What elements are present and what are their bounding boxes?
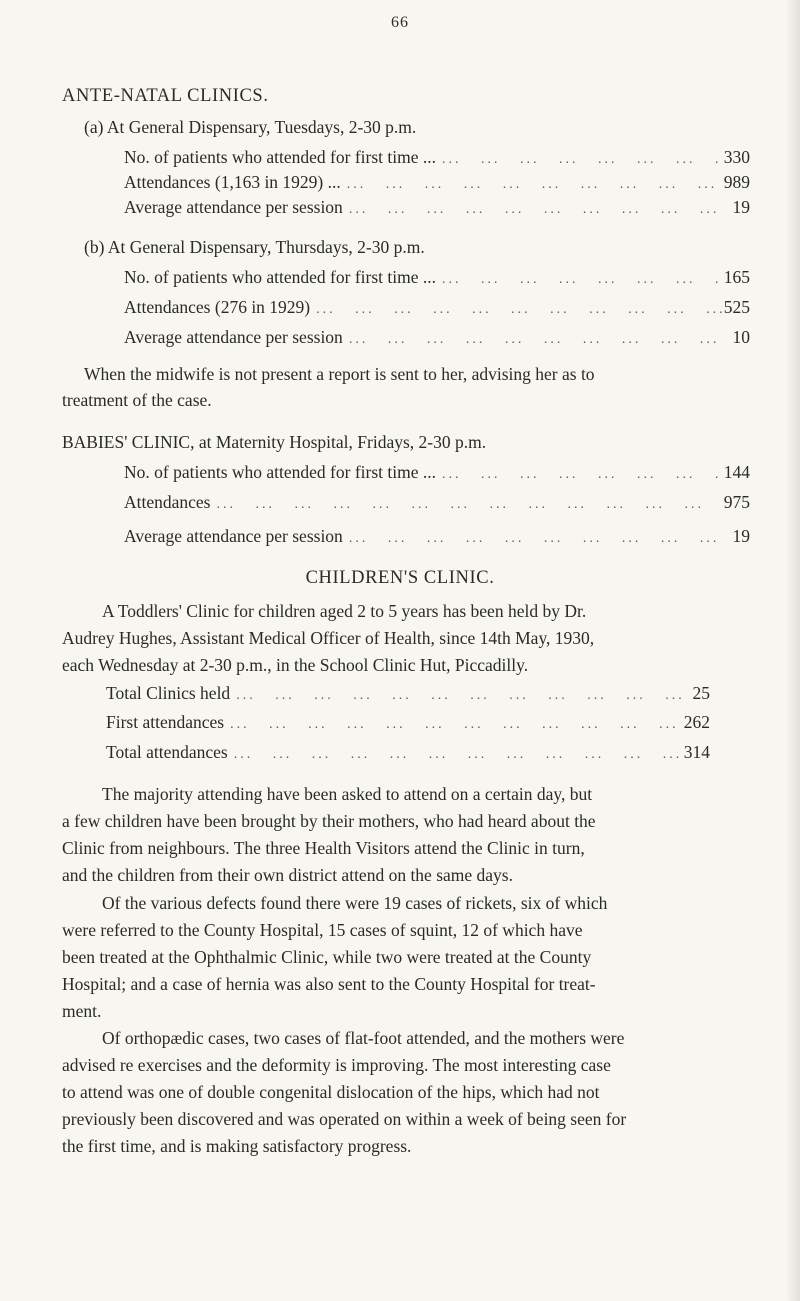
babies-clinic-heading: BABIES' CLINIC, at Maternity Hospital, Fridays, 2-30 p.m. [62, 432, 487, 452]
leader-dots [230, 688, 682, 704]
paragraph-line: each Wednesday at 2-30 p.m., in the School Clinic Hut, Piccadilly. [62, 655, 529, 675]
leader-dots [343, 531, 722, 547]
row-value: 314 [683, 742, 710, 762]
paragraph-line: to attend was one of double congenital dislocation of the hips, which had not [62, 1082, 600, 1102]
orthopaedic-paragraph [62, 1025, 752, 1160]
babies-row [124, 462, 750, 483]
antenatal-section-a-heading: (a) At General Dispensary, Tuesdays, 2-30 p.m. [84, 117, 417, 137]
row-value: 525 [723, 297, 750, 317]
paragraph-line: advised re exercises and the deformity is improving. The most interesting case [62, 1055, 611, 1075]
leader-dots [343, 202, 722, 218]
babies-row [124, 526, 750, 547]
row-label: No. of patients who attended for first time ... [124, 267, 437, 287]
antenatal-a-row [124, 147, 750, 168]
row-value: 330 [723, 147, 750, 167]
line-text: The majority attending have been asked to attend on a certain day, but [102, 784, 593, 804]
line-text: Of the various defects found there were 19 cases of rickets, six of which [102, 893, 608, 913]
paragraph-line [62, 890, 752, 917]
leader-dots [436, 272, 722, 288]
paragraph-line [62, 598, 752, 625]
leader-dots [224, 717, 682, 733]
row-label: First attendances [106, 712, 225, 732]
babies-row [124, 492, 750, 513]
paragraph-line: were referred to the County Hospital, 15 cases of squint, 12 of which have [62, 920, 583, 940]
row-label: Attendances [124, 492, 211, 512]
leader-dots [211, 497, 723, 513]
row-label: No. of patients who attended for first time ... [124, 462, 437, 482]
line-text: A Toddlers' Clinic for children aged 2 to 5 years has been held by Dr. [102, 601, 587, 621]
childrens-clinic-title: CHILDREN'S CLINIC. [305, 568, 495, 588]
row-label: Average attendance per session [124, 526, 343, 546]
midwife-note-line: When the midwife is not present a report is sent to her, advising her as to [84, 364, 595, 384]
leader-dots [341, 177, 722, 193]
paragraph-line: been treated at the Ophthalmic Clinic, while two were treated at the County [62, 947, 592, 967]
paragraph-line [62, 1025, 752, 1052]
paragraph-line: a few children have been brought by their mothers, who had heard about the [62, 811, 596, 831]
row-label: Total Clinics held [106, 683, 231, 703]
paragraph-line: and the children from their own district attend on the same days. [62, 865, 513, 885]
defects-paragraph [62, 890, 752, 1025]
paragraph-line: the first time, and is making satisfactory progress. [62, 1136, 412, 1156]
row-label: Average attendance per session [124, 197, 343, 217]
row-label: Average attendance per session [124, 327, 343, 347]
leader-dots [436, 467, 722, 483]
leader-dots [436, 152, 722, 168]
leader-dots [228, 747, 682, 763]
paragraph-line: Hospital; and a case of hernia was also sent to the County Hospital for treat- [62, 974, 596, 994]
antenatal-a-row [124, 172, 750, 193]
row-label: Attendances (276 in 1929) [124, 297, 311, 317]
antenatal-section-b-heading: (b) At General Dispensary, Thursdays, 2-30 p.m. [84, 237, 425, 257]
children-stat-row [106, 742, 710, 763]
row-value: 144 [723, 462, 750, 482]
row-label: No. of patients who attended for first time ... [124, 147, 437, 167]
midwife-note-line: treatment of the case. [62, 390, 212, 410]
row-value: 165 [723, 267, 750, 287]
row-value: 989 [723, 172, 750, 192]
antenatal-b-row [124, 327, 750, 348]
row-value: 975 [723, 492, 750, 512]
row-value: 10 [732, 327, 750, 347]
antenatal-title: ANTE-NATAL CLINICS. [62, 86, 269, 106]
paragraph-line: Audrey Hughes, Assistant Medical Officer of Health, since 14th May, 1930, [62, 628, 595, 648]
majority-paragraph [62, 781, 752, 889]
paragraph-line: previously been discovered and was operated on within a week of being seen for [62, 1109, 627, 1129]
paragraph-line [62, 781, 752, 808]
antenatal-a-row [124, 197, 750, 218]
leader-dots [343, 332, 722, 348]
children-stat-row [106, 712, 710, 733]
childrens-intro-paragraph [62, 598, 752, 679]
row-label: Total attendances [106, 742, 228, 762]
row-value: 262 [683, 712, 710, 732]
antenatal-b-row [124, 297, 750, 318]
antenatal-b-row [124, 267, 750, 288]
paragraph-line: Clinic from neighbours. The three Health Visitors attend the Clinic in turn, [62, 838, 585, 858]
leader-dots [310, 302, 722, 318]
children-stat-row [106, 683, 710, 704]
row-value: 19 [732, 197, 750, 217]
page-edge-shadow [786, 0, 800, 1301]
row-value: 25 [692, 683, 710, 703]
row-label: Attendances (1,163 in 1929) ... [124, 172, 341, 192]
row-value: 19 [732, 526, 750, 546]
paragraph-line: ment. [62, 1001, 102, 1021]
page-number: 66 [391, 14, 409, 31]
line-text: Of orthopædic cases, two cases of flat-foot attended, and the mothers were [102, 1028, 625, 1048]
